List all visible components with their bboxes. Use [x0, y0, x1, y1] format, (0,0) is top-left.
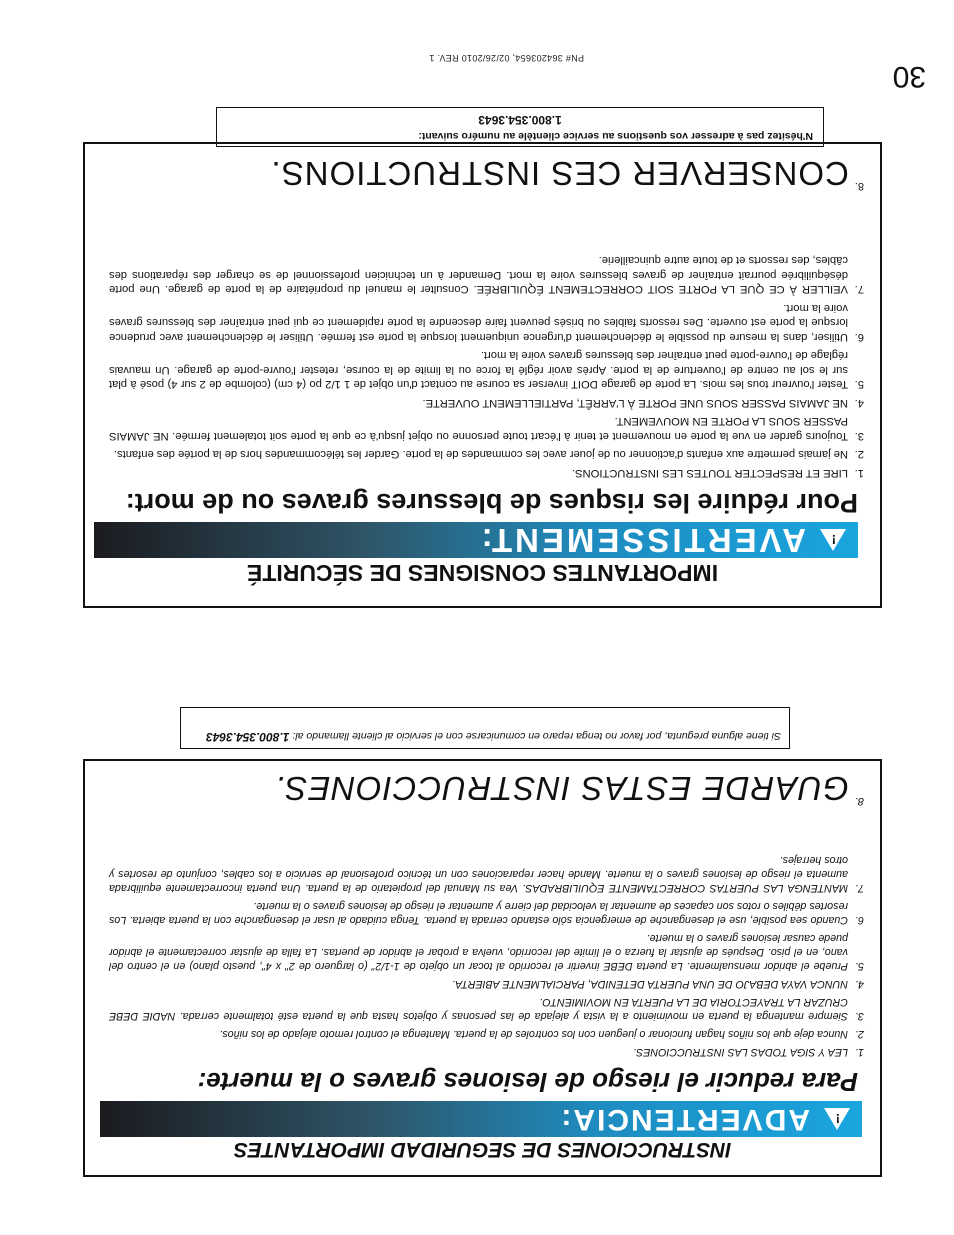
warning-banner-fr — [94, 522, 858, 558]
item-text: Utiliser, dans la mesure du possible le déclenchement d'urgence uniquement lorsque la porte est fermée. Utiliser le déclenchement avec prudence lorsque la porte est ouverte. Des ressorts faibles ou brisés peuvent faire descendre la porte rapidement ce qui peut entraîner des blessures graves voire la mort. — [109, 302, 848, 343]
list-item — [109, 396, 864, 411]
heading-fr: IMPORTANTES CONSIGNES DE SÉCURITÉ — [246, 560, 719, 586]
item-text: NUNCA VAYA DEBAJO DE UNA PUERTA DETENIDA, PARCIALMENTE ABIERTA. — [452, 978, 848, 990]
keep-text-fr: CONSERVER CES INSTRUCTIONS. — [270, 155, 849, 192]
item-number: 2. — [854, 448, 864, 461]
list-item — [109, 899, 864, 927]
item-text: Cuando sea posible, use el desenganche de emergencia sólo estando cerrada la puerta. Tenga cuidado al usar el desenganche con la puerta abierta. Los resortes débiles o rotos son capaces de aumentar la velocidad del cierre y aumentar el riesgo de lesiones graves o la muerte. — [109, 900, 848, 926]
item-text: Ne jamais permettre aux enfants d'actionner ou de jouer avec les commandes de la porte. Garder les télécommandes hors de la portée des enfants. — [113, 448, 848, 461]
contact-box-fr — [216, 107, 824, 147]
page-number: 30 — [892, 60, 926, 93]
item-number: 8. — [854, 180, 864, 192]
item-number: 5. — [855, 960, 864, 972]
safety-panel-es — [83, 759, 882, 1177]
item-text: LEA Y SIGA TODAS LAS INSTRUCCIONES. — [633, 1046, 848, 1058]
item-text: Nunca deje que los niños hagan funcionar o jueguen con los controles de la puerta. Mantenga el control remoto alejado de los niños. — [219, 1028, 848, 1040]
item-number: 7. — [855, 882, 864, 894]
list-item — [109, 977, 864, 991]
list-item — [109, 447, 864, 462]
item-number: 6. — [854, 331, 864, 343]
list-item — [109, 348, 864, 392]
item-number: 4. — [854, 397, 864, 409]
item-number: 1. — [855, 1046, 864, 1058]
item-number: 6. — [855, 914, 864, 926]
item-text: Toujours garder en vue la porte en mouvement et tenir à l'écart toute personne ou objet jusqu'à ce que la porte soit totalement fermée. NE JAMAIS PASSER SOUS LA PORTE EN MOUVEMENT. — [109, 415, 848, 442]
subheading-fr: Pour réduire les risques de blessures graves ou de mort: — [125, 488, 858, 518]
list-item — [109, 1045, 864, 1059]
warning-banner-es — [100, 1101, 862, 1137]
instruction-list-fr — [109, 249, 864, 480]
list-item — [109, 414, 864, 443]
instruction-list-es — [109, 849, 864, 1059]
item-text: Pruebe el abridor mensualmente. La puerta DEBE invertir el recorrido al tocar un objeto de 1-1/2" (o larguero de 2" x 4", puesto plano) en el centro del vano, en el piso. Después de ajustar la fuerza o el límite del recorrido, vuelva a probar el abridor de puertas. La falla de ajustar correctamente el abridor puede causar lesiones graves o la muerte. — [109, 932, 848, 972]
item-text: Tester l'ouvreur tous les mois. La porte de garage DOIT inverser sa course au contact d'un objet de 1 1/2 po (4 cm) (colombe de 2 sur 4) posé à plat sur le sol au centre de l'ouverture de la porte. Après avoir réglé la force ou la limite de la course, retester l'ouvre-porte de garage. Un mauvais réglage de l'ouvre-porte peut entraîner des blessures graves voire la mort. — [109, 349, 848, 391]
item-number: 7. — [854, 283, 864, 296]
list-item — [109, 253, 864, 297]
contact-phone-es: 1.800.354.3643 — [206, 730, 290, 744]
item-text: LIRE ET RESPECTER TOUTES LES INSTRUCTIONS. — [571, 467, 848, 479]
item-text: VEILLER À CE QUE LA PORTE SOIT CORRECTEMENT ÉQUILIBRÉE. Consulter le manuel du propriétaire de la porte de garage. Une porte déséquilibrée pourrait entraîner de graves blessures voire la mort. Demander à un technicien professionnel de se charger des réparations des câbles, des ressorts et de toute autre quincaillerie. — [109, 254, 848, 296]
warning-triangle-icon: ! — [820, 529, 846, 551]
keep-instructions-es — [274, 769, 864, 807]
list-item — [109, 853, 864, 895]
item-number: 1. — [854, 467, 864, 479]
item-number: 2. — [855, 1028, 864, 1040]
warning-label-fr: AVERTISSEMENT: — [478, 522, 806, 559]
item-text: NE JAMAIS PASSER SOUS UNE PORTE À L'ARRÊT, PARTIELLEMENT OUVERTE. — [422, 397, 848, 409]
list-item — [109, 466, 864, 481]
list-item — [109, 301, 864, 345]
contact-text-fr: N'hésitez pas à adresser vos questions au service clientèle au numéro suivant: — [418, 130, 813, 142]
warning-label-es: ADVERTENCIA: — [559, 1103, 810, 1136]
item-number: 3. — [854, 430, 864, 442]
subheading-es: Para reducir el riesgo de lesiones graves o la muerte: — [197, 1067, 858, 1097]
item-number: 3. — [855, 1010, 864, 1022]
list-item — [109, 995, 864, 1023]
list-item — [109, 1027, 864, 1041]
list-item — [109, 931, 864, 973]
item-text: Siempre mantenga la puerta en movimiento a la vista y alejada de las personas y objetos hasta que la puerta esté totalmente cerrada. NADIE DEBE CRUZAR LA TRAYECTORIA DE LA PUERTA EN MOVIMIENTO. — [109, 996, 848, 1022]
part-number: PN# 364203654, 02/26/2010 REV. 1 — [429, 53, 584, 63]
contact-phone-fr: 1.800.354.3643 — [478, 113, 562, 127]
heading-es: INSTRUCCIONES DE SEGURIDAD IMPORTANTES — [233, 1138, 732, 1161]
item-number: 8. — [854, 795, 864, 807]
item-text: MANTENGA LAS PUERTAS CORRECTAMENTE EQUILIBRADAS. Vea su Manual del propietario de la puerta. Una puerta incorrectamente equilibrada aumenta el riesgo de lesiones graves o la muerte. Mande hacer reparaciones con un técnico profesional de servicio a los cables, conjunto de resortes y otros herrajes. — [109, 854, 848, 894]
contact-box-es — [180, 707, 790, 749]
contact-text-es: Si tiene alguna pregunta, por favor no tenga reparo en comunicarse con el servicio al cliente llamando al: — [292, 730, 781, 742]
item-number: 5. — [854, 378, 864, 391]
keep-text-es: GUARDE ESTAS INSTRUCCIONES. — [274, 770, 849, 807]
warning-triangle-icon: ! — [824, 1108, 850, 1130]
keep-instructions-fr — [271, 154, 865, 192]
item-number: 4. — [855, 978, 864, 990]
safety-panel-fr — [83, 142, 882, 608]
